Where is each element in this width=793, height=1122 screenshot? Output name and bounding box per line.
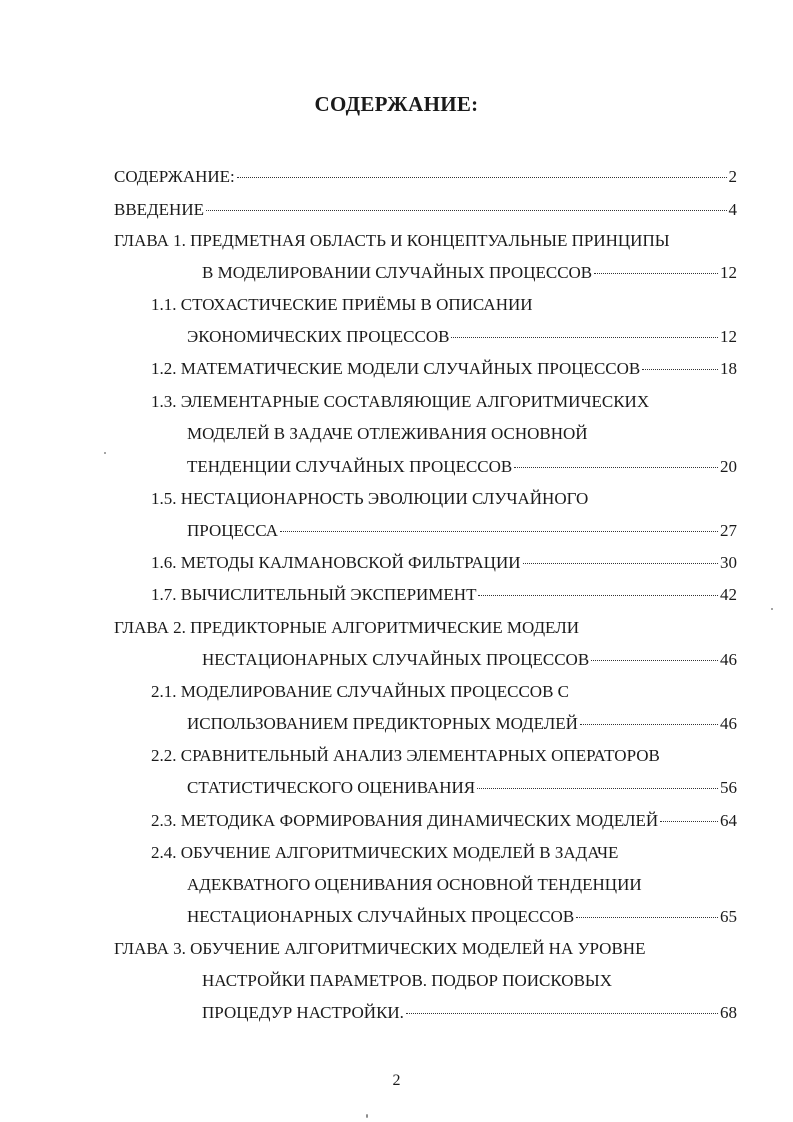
toc-entry-chapter-2 bbox=[202, 648, 737, 672]
toc-entry-section-2-2 bbox=[187, 776, 737, 800]
toc-section-1-5-line-1: 1.5. НЕСТАЦИОНАРНОСТЬ ЭВОЛЮЦИИ СЛУЧАЙНОГО bbox=[151, 489, 589, 508]
toc-entry-text: НЕСТАЦИОНАРНЫХ СЛУЧАЙНЫХ ПРОЦЕССОВ bbox=[187, 907, 575, 926]
toc-chapter-2-line-1: ГЛАВА 2. ПРЕДИКТОРНЫЕ АЛГОРИТМИЧЕСКИЕ МОДЕЛИ bbox=[114, 618, 580, 637]
toc-entry-chapter-1 bbox=[202, 261, 737, 285]
leader-dots bbox=[642, 369, 718, 370]
scan-speck bbox=[366, 1114, 368, 1118]
toc-entry-contents bbox=[114, 165, 737, 189]
toc-page-number: 4 bbox=[728, 200, 737, 219]
toc-entry-text: СТАТИСТИЧЕСКОГО ОЦЕНИВАНИЯ bbox=[187, 778, 476, 797]
leader-dots bbox=[477, 788, 718, 789]
toc-section-2-1-line-1: 2.1. МОДЕЛИРОВАНИЕ СЛУЧАЙНЫХ ПРОЦЕССОВ С bbox=[151, 682, 570, 701]
toc-entry-section-1-3 bbox=[187, 455, 737, 479]
toc-page-number: 68 bbox=[720, 1003, 737, 1022]
toc-entry-section-1-7 bbox=[151, 583, 737, 607]
leader-dots bbox=[280, 531, 718, 532]
leader-dots bbox=[660, 821, 718, 822]
toc-entry-section-1-2 bbox=[151, 357, 737, 381]
toc-entry-text: 1.2. МАТЕМАТИЧЕСКИЕ МОДЕЛИ СЛУЧАЙНЫХ ПРОЦЕССОВ bbox=[151, 359, 641, 378]
toc-entry-section-1-6 bbox=[151, 551, 737, 575]
toc-entry-text: ЭКОНОМИЧЕСКИХ ПРОЦЕССОВ bbox=[187, 327, 450, 346]
toc-page-number: 56 bbox=[720, 778, 737, 797]
toc-page-number: 18 bbox=[720, 359, 737, 378]
toc-page-number: 64 bbox=[720, 811, 737, 830]
toc-entry-text: 2.3. МЕТОДИКА ФОРМИРОВАНИЯ ДИНАМИЧЕСКИХ МОДЕЛЕЙ bbox=[151, 811, 659, 830]
scan-speck bbox=[771, 608, 773, 610]
toc-page-number: 27 bbox=[720, 521, 737, 540]
toc-entry-section-2-1 bbox=[187, 712, 737, 736]
leader-dots bbox=[237, 177, 727, 178]
toc-chapter-3-line-2: НАСТРОЙКИ ПАРАМЕТРОВ. ПОДБОР ПОИСКОВЫХ bbox=[202, 971, 613, 990]
scan-speck bbox=[104, 452, 106, 454]
toc-section-2-2-line-1: 2.2. СРАВНИТЕЛЬНЫЙ АНАЛИЗ ЭЛЕМЕНТАРНЫХ ОПЕРАТОРОВ bbox=[151, 746, 660, 765]
leader-dots bbox=[478, 595, 718, 596]
toc-entry-text: ПРОЦЕДУР НАСТРОЙКИ. bbox=[202, 1003, 404, 1022]
toc-section-1-1-line-1: 1.1. СТОХАСТИЧЕСКИЕ ПРИЁМЫ В ОПИСАНИИ bbox=[151, 295, 533, 314]
toc-section-2-4-line-1: 2.4. ОБУЧЕНИЕ АЛГОРИТМИЧЕСКИХ МОДЕЛЕЙ В ЗАДАЧЕ bbox=[151, 843, 619, 862]
leader-dots bbox=[451, 337, 718, 338]
leader-dots bbox=[591, 660, 718, 661]
toc-section-1-3-line-2: МОДЕЛЕЙ В ЗАДАЧЕ ОТЛЕЖИВАНИЯ ОСНОВНОЙ bbox=[187, 424, 588, 443]
toc-page-number: 42 bbox=[720, 585, 737, 604]
toc-page-number: 2 bbox=[728, 167, 737, 186]
toc-section-1-3-line-1: 1.3. ЭЛЕМЕНТАРНЫЕ СОСТАВЛЯЮЩИЕ АЛГОРИТМИЧЕСКИХ bbox=[151, 392, 650, 411]
leader-dots bbox=[576, 917, 718, 918]
toc-page-number: 20 bbox=[720, 457, 737, 476]
toc-entry-text: ВВЕДЕНИЕ bbox=[114, 200, 204, 219]
toc-page-number: 65 bbox=[720, 907, 737, 926]
toc-entry-section-2-4 bbox=[187, 905, 737, 929]
toc-chapter-3-line-1: ГЛАВА 3. ОБУЧЕНИЕ АЛГОРИТМИЧЕСКИХ МОДЕЛЕЙ НА УРОВНЕ bbox=[114, 939, 646, 958]
toc-entry-text: ИСПОЛЬЗОВАНИЕМ ПРЕДИКТОРНЫХ МОДЕЛЕЙ bbox=[187, 714, 578, 733]
page-title: СОДЕРЖАНИЕ: bbox=[314, 92, 479, 116]
toc-entry-text: 1.6. МЕТОДЫ КАЛМАНОВСКОЙ ФИЛЬТРАЦИИ bbox=[151, 553, 521, 572]
toc-entry-section-1-1 bbox=[187, 325, 737, 349]
toc-page-number: 12 bbox=[720, 327, 737, 346]
toc-entry-text: НЕСТАЦИОНАРНЫХ СЛУЧАЙНЫХ ПРОЦЕССОВ bbox=[202, 650, 590, 669]
toc-page-number: 46 bbox=[720, 714, 737, 733]
toc-entry-text: В МОДЕЛИРОВАНИИ СЛУЧАЙНЫХ ПРОЦЕССОВ bbox=[202, 263, 593, 282]
leader-dots bbox=[580, 724, 718, 725]
page-number: 2 bbox=[392, 1072, 401, 1089]
toc-entry-text: ПРОЦЕССА bbox=[187, 521, 278, 540]
leader-dots bbox=[594, 273, 718, 274]
toc-section-2-4-line-2: АДЕКВАТНОГО ОЦЕНИВАНИЯ ОСНОВНОЙ ТЕНДЕНЦИИ bbox=[187, 875, 642, 894]
leader-dots bbox=[514, 467, 718, 468]
toc-entry-intro bbox=[114, 198, 737, 222]
toc-chapter-1-line-1: ГЛАВА 1. ПРЕДМЕТНАЯ ОБЛАСТЬ И КОНЦЕПТУАЛЬНЫЕ ПРИНЦИПЫ bbox=[114, 231, 670, 250]
toc-entry-text: ТЕНДЕНЦИИ СЛУЧАЙНЫХ ПРОЦЕССОВ bbox=[187, 457, 513, 476]
leader-dots bbox=[406, 1013, 718, 1014]
toc-entry-section-2-3 bbox=[151, 809, 737, 833]
toc-entry-text: 1.7. ВЫЧИСЛИТЕЛЬНЫЙ ЭКСПЕРИМЕНТ bbox=[151, 585, 477, 604]
toc-page-number: 12 bbox=[720, 263, 737, 282]
leader-dots bbox=[206, 210, 727, 211]
toc-entry-section-1-5 bbox=[187, 519, 737, 543]
toc-entry-chapter-3 bbox=[202, 1001, 737, 1025]
leader-dots bbox=[523, 563, 719, 564]
toc-entry-text: СОДЕРЖАНИЕ: bbox=[114, 167, 235, 186]
toc-page-number: 46 bbox=[720, 650, 737, 669]
toc-page-number: 30 bbox=[720, 553, 737, 572]
